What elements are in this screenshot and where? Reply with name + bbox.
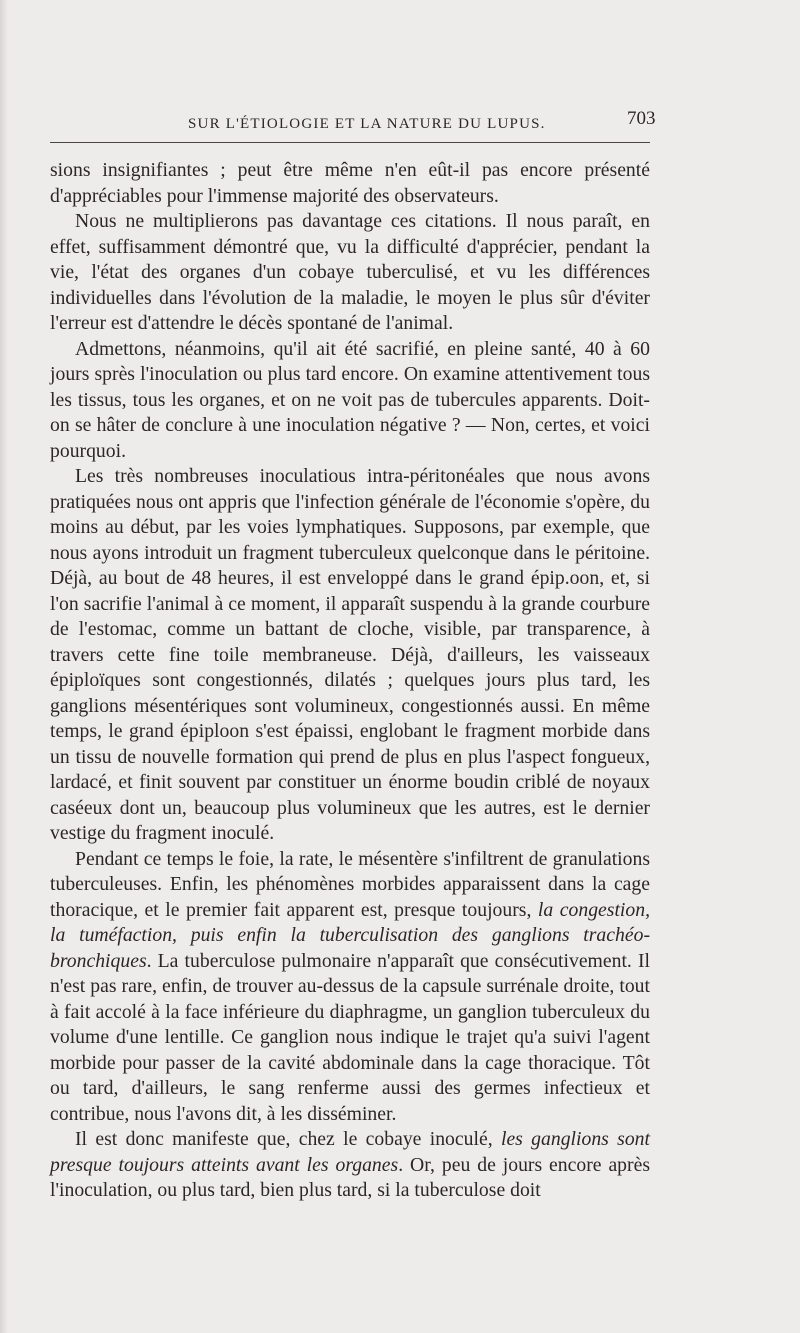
paragraph-text: Il est donc manifeste que, chez le cobaye inoculé,: [75, 1128, 501, 1150]
italic-emphasis: la congestion, la tuméfaction, puis enfin la tuberculisation des ganglions trachéo-bronchiques: [50, 898, 650, 972]
header-rule: [50, 142, 650, 143]
paragraph-continuation: sions insignifiantes ; peut être même n'en eût-il pas encore présenté d'appréciables pour l'immense majorité des observateurs.: [50, 159, 650, 207]
running-head: SUR L'ÉTIOLOGIE ET LA NATURE DU LUPUS.: [188, 116, 546, 132]
paragraph: [50, 847, 650, 1128]
paragraph: [50, 1127, 650, 1204]
body-text: [50, 158, 650, 1204]
page-edge-shadow: [0, 0, 8, 1333]
paragraph-text: . La tuberculose pulmonaire n'apparaît que consécutivement. Il n'est pas rare, enfin, de trouver au-dessus de la capsule surrénale droite, tout à fait accolé à la face inférieure du diaphragme, un ganglion tuberculeux du volume d'une lentille. Ce ganglion nous indique le trajet qu'a suivi l'agent morbide pour passer de la cavité abdominale dans la cage thoracique. Tôt ou tard, d'ailleurs, le sang renferme aussi des germes infectieux et contribue, nous l'avons dit, à les disséminer.: [50, 949, 650, 1125]
italic-emphasis: les ganglions sont presque toujours atteints avant les organes: [50, 1128, 650, 1176]
page-number: 703: [627, 108, 656, 129]
page-header: [50, 108, 656, 138]
paragraph-text: . Or, peu de jours encore après l'inoculation, ou plus tard, bien plus tard, si la tuberculose doit: [50, 1153, 650, 1201]
paragraph: Les très nombreuses inoculatious intra-péritonéales que nous avons pratiquées nous ont appris que l'infection générale de l'économie s'opère, du moins au début, par les voies lymphatiques. Supposons, par exemple, que nous ayons introduit un fragment tuberculeux quelconque dans le péritoine. Déjà, au bout de 48 heures, il est enveloppé dans le grand épip.oon, et, si l'on sacrifie l'animal à ce moment, il apparaît suspendu à la grande courbure de l'estomac, comme un battant de cloche, visible, par transparence, à travers cette fine toile membraneuse. Déjà, d'ailleurs, les vaisseaux épiploïques sont congestionnés, dilatés ; quelques jours plus tard, les ganglions mésentériques sont volumineux, congestionnés aussi. En même temps, le grand épiploon s'est épaissi, englobant le fragment morbide dans un tissu de nouvelle formation qui prend de plus en plus l'aspect fongueux, lardacé, et finit souvent par constituer un énorme boudin criblé de noyaux caséeux dont un, beaucoup plus volumineux que les autres, est le dernier vestige du fragment inoculé.: [50, 465, 650, 844]
paragraph: Nous ne multiplierons pas davantage ces citations. Il nous paraît, en effet, suffisamment démontré que, vu la difficulté d'apprécier, pendant la vie, l'état des organes d'un cobaye tuberculisé, et vu les différences individuelles dans l'évolution de la maladie, le moyen le plus sûr d'éviter l'erreur est d'attendre le décès spontané de l'animal.: [50, 210, 650, 334]
paragraph-text: Pendant ce temps le foie, la rate, le mésentère s'infiltrent de granulations tuberculeuses. Enfin, les phénomènes morbides apparaissent dans la cage thoracique, et le premier fait apparent est, presque toujours,: [50, 847, 650, 921]
paragraph: Admettons, néanmoins, qu'il ait été sacrifié, en pleine santé, 40 à 60 jours sprès l'inoculation ou plus tard encore. On examine attentivement tous les tissus, tous les organes, et on ne voit pas de tubercules apparents. Doit-on se hâter de conclure à une inoculation négative ? — Non, certes, et voici pourquoi.: [50, 337, 650, 462]
